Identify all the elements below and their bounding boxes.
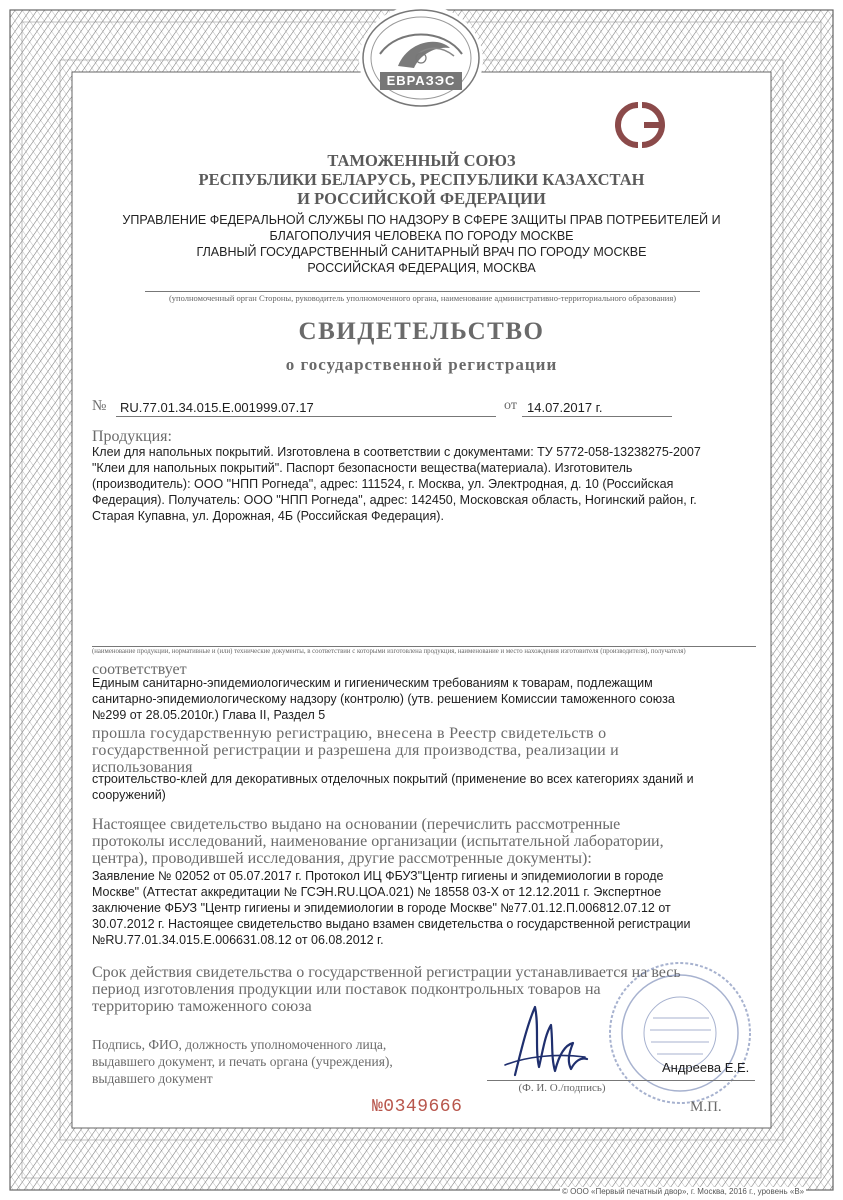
- validity-line: Срок действия свидетельства о государственной регистрации устанавливается на весь: [92, 964, 681, 981]
- basis-label-line: центра), проводившей исследования, другие рассмотренные документы):: [92, 850, 592, 867]
- date-label: от: [504, 398, 517, 413]
- document-subtitle: о государственной регистрации: [285, 355, 558, 374]
- validity-line: территорию таможенного союза: [92, 998, 312, 1015]
- compliance-line: Единым санитарно-эпидемиологическим и гигиеническим требованиям к товарам, подлежащим: [92, 676, 653, 690]
- usage-line: сооружений): [92, 788, 166, 802]
- validity-line: период изготовления продукции или поставок подконтрольных товаров на: [92, 981, 601, 998]
- product-line: (производитель): ООО "НПП Рогнеда", адрес: 111524, г. Москва, ул. Электродная, д. 10 (Российская: [92, 477, 674, 491]
- compliance-line: санитарно-эпидемиологическому надзору (контролю) (утв. решением Комиссии таможенного союза: [92, 692, 675, 706]
- product-line: "Клеи для напольных покрытий". Паспорт безопасности вещества(материала). Изготовитель: [92, 461, 633, 475]
- compliance-line: №299 от 28.05.2010г.) Глава II, Раздел 5: [92, 708, 326, 722]
- usage-label-line: использования: [92, 759, 193, 776]
- registration-date: 14.07.2017 г.: [527, 400, 603, 415]
- product-label: Продукция:: [92, 428, 172, 445]
- basis-line: Заявление № 02052 от 05.07.2017 г. Протокол ИЦ ФБУЗ"Центр гигиены и эпидемиологии в городе: [92, 869, 664, 883]
- product-caption: (наименование продукции, нормативные и (или) технические документы, в соответствии с которыми изготовлена продукция, наименование и место нахождения изготовителя (производителя), получателя): [92, 648, 686, 655]
- handwritten-signature-icon: [495, 995, 595, 1085]
- product-line: Клеи для напольных покрытий. Изготовлена в соответствии с документами: ТУ 5772-058-13238275-2007: [92, 445, 701, 459]
- basis-line: Москве" (Аттестат аккредитации № ГСЭН.RU.ЦОА.021) № 18558 03-Х от 12.12.2011 г. Экспертное: [92, 885, 662, 899]
- authority-caption: (уполномоченный орган Стороны, руководитель уполномоченного органа, наименование административно-территориального образования): [168, 293, 677, 303]
- authority-line2: БЛАГОПОЛУЧИЯ ЧЕЛОВЕКА ПО ГОРОДУ МОСКВЕ: [269, 229, 574, 243]
- compliance-label: соответствует: [92, 661, 187, 678]
- stamp-place-label: М.П.: [690, 1099, 722, 1115]
- product-line: Федерация). Получатель: ООО "НПП Рогнеда", адрес: 142450, Московская область, Ногинский район, г.: [92, 493, 697, 507]
- basis-line: заключение ФБУЗ "Центр гигиены и эпидемиологии в городе Москве" №77.01.12.П.006812.07.12 от: [92, 901, 671, 915]
- signature-label-line: выдавшего документ: [92, 1071, 213, 1086]
- basis-line: №RU.77.01.34.015.Е.006631.08.12 от 06.08.2012 г.: [92, 933, 384, 947]
- signer-name: Андреева Е.Е.: [662, 1060, 750, 1075]
- basis-line: 30.07.2012 г. Настоящее свидетельство выдано взамен свидетельства о государственной регистрации: [92, 917, 691, 931]
- eurasec-emblem-icon: [358, 6, 484, 110]
- signature-caption: (Ф. И. О./подпись): [518, 1082, 606, 1094]
- signature-label-line: выдавшего документ, и печать органа (учреждения),: [92, 1054, 393, 1069]
- union-line2: РЕСПУБЛИКИ БЕЛАРУСЬ, РЕСПУБЛИКИ КАЗАХСТАН: [198, 170, 645, 189]
- authority-line1: УПРАВЛЕНИЕ ФЕДЕРАЛЬНОЙ СЛУЖБЫ ПО НАДЗОРУ В СФЕРЕ ЗАЩИТЫ ПРАВ ПОТРЕБИТЕЛЕЙ И: [122, 213, 721, 227]
- basis-label-line: Настоящее свидетельство выдано на основании (перечислить рассмотренные: [92, 816, 621, 833]
- authority-line3: ГЛАВНЫЙ ГОСУДАРСТВЕННЫЙ САНИТАРНЫЙ ВРАЧ ПО ГОРОДУ МОСКВЕ: [196, 245, 647, 259]
- emblem-label: ЕВРАЗЭС: [386, 73, 456, 88]
- authority-line4: РОССИЙСКАЯ ФЕДЕРАЦИЯ, МОСКВА: [307, 261, 536, 275]
- se-mark-icon: [600, 97, 680, 153]
- number-label: №: [92, 398, 107, 414]
- product-line: Старая Купавна, ул. Дорожная, 4Б (Российская Федерация).: [92, 509, 444, 523]
- usage-line: строительство-клей для декоративных отделочных покрытий (применение во всех категориях зданий и: [92, 772, 694, 786]
- usage-label-line: прошла государственную регистрацию, внесена в Реестр свидетельств о: [92, 725, 607, 742]
- basis-label-line: протоколы исследований, наименование организации (испытательной лаборатории,: [92, 833, 664, 850]
- document-title: СВИДЕТЕЛЬСТВО: [298, 318, 545, 345]
- usage-label-line: государственной регистрации и разрешена для производства, реализации и: [92, 742, 619, 759]
- union-line3: И РОССИЙСКОЙ ФЕДЕРАЦИИ: [297, 189, 546, 208]
- signature-label-line: Подпись, ФИО, должность уполномоченного лица,: [92, 1037, 387, 1052]
- registration-number: RU.77.01.34.015.E.001999.07.17: [120, 400, 314, 415]
- footer-note: © ООО «Первый печатный двор», г. Москва, 2016 г., уровень «В»: [562, 1187, 805, 1196]
- form-number: №0349666: [372, 1097, 463, 1117]
- union-line1: ТАМОЖЕННЫЙ СОЮЗ: [327, 151, 516, 170]
